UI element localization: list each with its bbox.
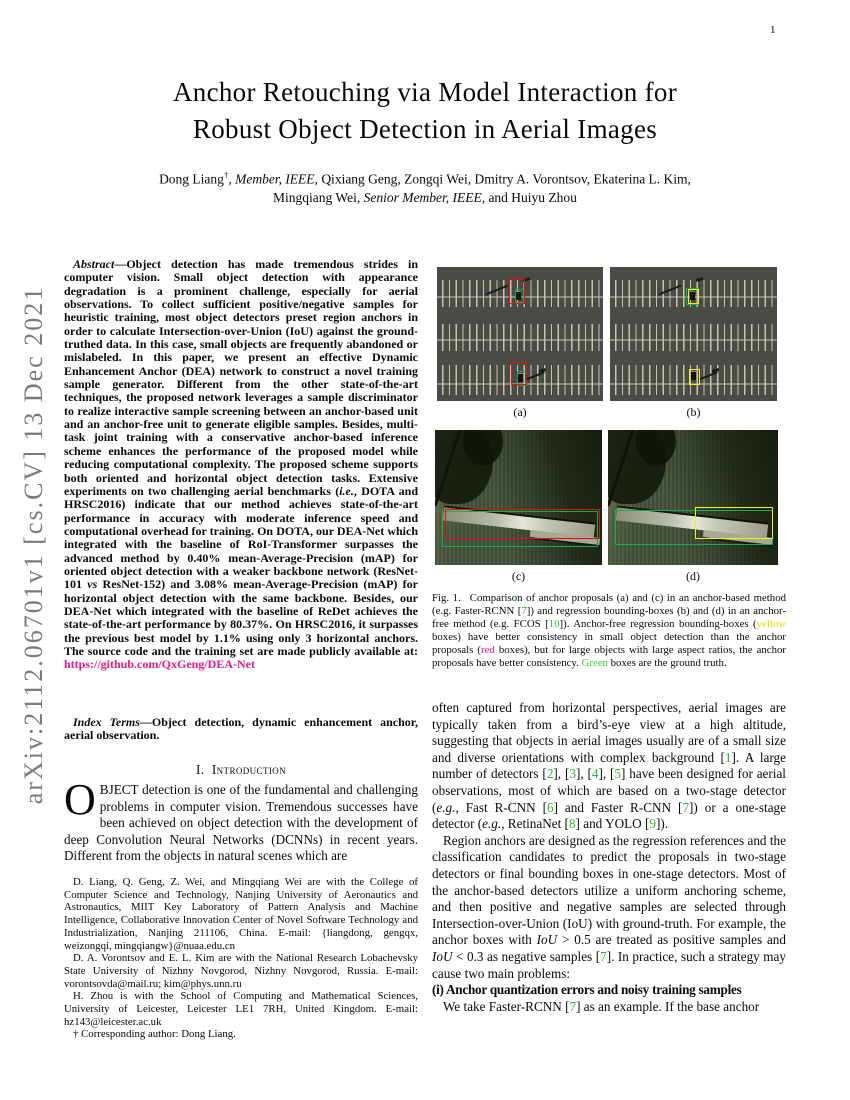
figure-1-caption: Fig. 1. Comparison of anchor proposals (a) and (c) in an anchor-based method (e.g. Faster-RCNN [7]) and regression bounding-boxes (b) and (d) in an anchor-free method (e.g. FCOS [10]). Anchor-free regression bounding-boxes (yellow boxes) have better consistency in small object detection than the anchor proposals (red boxes), but for large objects with large aspect ratios, the anchor proposals have better consistency. Green boxes are the ground truth. <box>432 592 787 670</box>
citation-link[interactable]: 1 <box>724 749 732 765</box>
citation-link[interactable]: 3 <box>569 766 576 782</box>
figure-panel-c <box>435 430 602 565</box>
section-number: I. <box>195 762 205 777</box>
paper-title-line1: Anchor Retouching via Model Interaction for <box>172 77 677 107</box>
subcaption-b: (b) <box>686 405 701 419</box>
author-line2: Mingqiang Wei, Senior Member, IEEE, and Huiyu Zhou <box>273 189 577 205</box>
page-number: 1 <box>770 24 776 36</box>
citation-link[interactable]: 8 <box>568 816 576 832</box>
citation-link[interactable]: 2 <box>546 766 554 782</box>
footnote-affiliation-3: H. Zhou is with the School of Computing and Mathematical Sciences, University of Leicester, Leicester LE1 7RH, United Kingdom. E-mail: hz143@leicester.ac.uk <box>64 990 418 1028</box>
right-column <box>432 258 786 1058</box>
citation-link[interactable]: 5 <box>614 766 621 782</box>
right-column-body <box>432 700 786 1015</box>
body-paragraph-1: often captured from horizontal perspectives, aerial images are typically taken from a bird’s-eye view at a high altitude, suggesting that objects in aerial images usually are of a small size and diverse orientations with complex background [1]. A large number of detectors [2], [3], [4], [5] have been designed for aerial observations, most of which are based on a two-stage detector (e.g., Fast R-CNN [6] and Faster R-CNN [7]) or a one-stage detector (e.g., RetinaNet [8] and YOLO [9]). <box>432 700 787 832</box>
arxiv-watermark: arXiv:2112.06701v1 [cs.CV] 13 Dec 2021 <box>19 285 48 805</box>
parking-lane-line <box>437 339 603 341</box>
left-column <box>64 258 418 868</box>
parking-lines-row <box>615 324 775 351</box>
citation-link[interactable]: 7 <box>600 948 607 964</box>
parking-lane-line <box>610 339 777 341</box>
author-line1: Dong Liang†, Member, IEEE, Qixiang Geng, Zongqi Wei, Dmitry A. Vorontsov, Ekaterina L. Kim, <box>159 170 691 187</box>
subcaption-c: (c) <box>511 569 526 583</box>
citation-link[interactable]: 10 <box>548 618 560 631</box>
drop-cap: O <box>64 775 96 824</box>
citation-link[interactable]: 6 <box>546 799 554 815</box>
problem-heading: (i) Anchor quantization errors and noisy training samples <box>432 982 742 998</box>
citation-link[interactable]: 7 <box>521 605 527 618</box>
footnote-corresponding-author: † Corresponding author: Dong Liang. <box>73 1028 236 1041</box>
section-heading-introduction <box>64 762 418 778</box>
regression-box <box>688 289 699 304</box>
figure-panel-a <box>437 267 603 401</box>
footnote-affiliation-1: D. Liang, Q. Geng, Z. Wei, and Mingqiang Wei are with the College of Computer Science and Technology, Nanjing University of Aeronautics and Astronautics, MIIT Key Laboratory of Pattern Analysis and Machine Intelligence, Collaborative Innovation Center of Novel Software Technology and Industrialization, Nanjing 211106, China. E-mail: {liangdong, gengqx, weizongqi, mingqiangw}@nuaa.edu.cn <box>64 876 418 952</box>
paper-title <box>0 74 850 148</box>
footnote-affiliation-2: D. A. Vorontsov and E. L. Kim are with the National Research Lobachevsky State University of Nizhny Novgorod, Nizhny Novgorod, Russia. E-mail: vorontsovda@mail.ru; kim@phys.unn.ru <box>64 952 418 990</box>
citation-link[interactable]: 7 <box>569 998 577 1014</box>
paper-title-line2: Robust Object Detection in Aerial Images <box>192 114 658 144</box>
index-terms: Index Terms—Object detection, dynamic enhancement anchor, aerial observation. <box>64 715 419 743</box>
body-paragraph-3: We take Faster-RCNN [7] as an example. If the base anchor <box>443 998 760 1014</box>
subcaption-d: (d) <box>686 569 700 583</box>
regression-box <box>695 507 773 539</box>
github-url-link[interactable]: https://github.com/QxGeng/DEA-Net <box>64 657 256 672</box>
figure-1 <box>432 258 786 688</box>
citation-link[interactable]: 9 <box>649 816 656 832</box>
regression-box <box>689 369 700 385</box>
parking-lines-row <box>442 324 601 351</box>
anchor-proposal-box <box>511 362 527 385</box>
citation-link[interactable]: 7 <box>682 799 690 815</box>
introduction-paragraph <box>64 775 418 865</box>
anchor-proposal-box <box>509 278 525 304</box>
author-list <box>0 166 850 207</box>
subcaption-a: (a) <box>513 405 527 419</box>
figure-panel-b <box>610 267 777 401</box>
section-title: Introduction <box>211 762 287 777</box>
figure-panel-d <box>608 430 778 565</box>
abstract: Abstract—Object detection has made tremendous strides in computer vision. Small object detection with appearance degradation is a prominent challenge, especially for aerial observations. To collect sufficient positive/negative samples for heuristic training, most object detectors preset region anchors in order to calculate Intersection-over-Union (IoU) against the ground-truthed data. In this case, small objects are frequently abandoned or mislabeled. In this paper, we present an effective Dynamic Enhancement Anchor (DEA) network to construct a novel training sample generator. Different from the other state-of-the-art techniques, the proposed network leverages a sample discriminator to realize interactive sample screening between an anchor-based unit and an anchor-free unit to generate eligible samples. Besides, multi-task joint training with a conservative anchor-based inference scheme enhances the performance of the proposed model while reducing computational complexity. The proposed scheme supports both oriented and horizontal object detection tasks. Extensive experiments on two challenging aerial benchmarks (i.e., DOTA and HRSC2016) indicate that our method achieves state-of-the-art performance in accuracy with moderate inference speed and computational overhead for training. On DOTA, our DEA-Net which integrated with the baseline of RoI-Transformer surpasses the advanced method by 0.40% mean-Average-Precision (mAP) for oriented object detection with a weaker backbone network (ResNet-101 vs ResNet-152) and 3.08% mean-Average-Precision (mAP) for horizontal object detection with the same backbone. Besides, our DEA-Net which integrated with the baseline of ReDet achieves the state-of-the-art performance by 80.37%. On HRSC2016, it surpasses the previous best model by 1.1% using only 3 horizontal anchors. The source code and the training set are made publicly available at: https://github.com/QxGeng/DEA-Net <box>64 257 418 672</box>
body-paragraph-2: Region anchors are designed as the regression references and the classification candidates to predict the proposals in two-stage detectors or final bounding boxes in one-stage detectors. Most of the anchor-based detectors utilize a uniform anchoring scheme, and then positive and negative samples are selected through Intersection-over-Union (IoU) with ground-truth. For example, the anchor boxes with IoU > 0.5 are treated as positive samples and IoU < 0.3 as negative samples [7]. In practice, such a strategy may cause two main problems: <box>432 832 786 981</box>
author-footnotes <box>64 876 418 1041</box>
introduction-text: BJECT detection is one of the fundamental and challenging problems in computer vision. Tremendous successes have been achieved on object detection with the development of deep Convolution Neural Networks (DCNNs) in recent years. Different from the objects in natural scenes which are <box>64 782 418 864</box>
anchor-proposal-box <box>445 509 600 539</box>
citation-link[interactable]: 4 <box>591 766 599 782</box>
